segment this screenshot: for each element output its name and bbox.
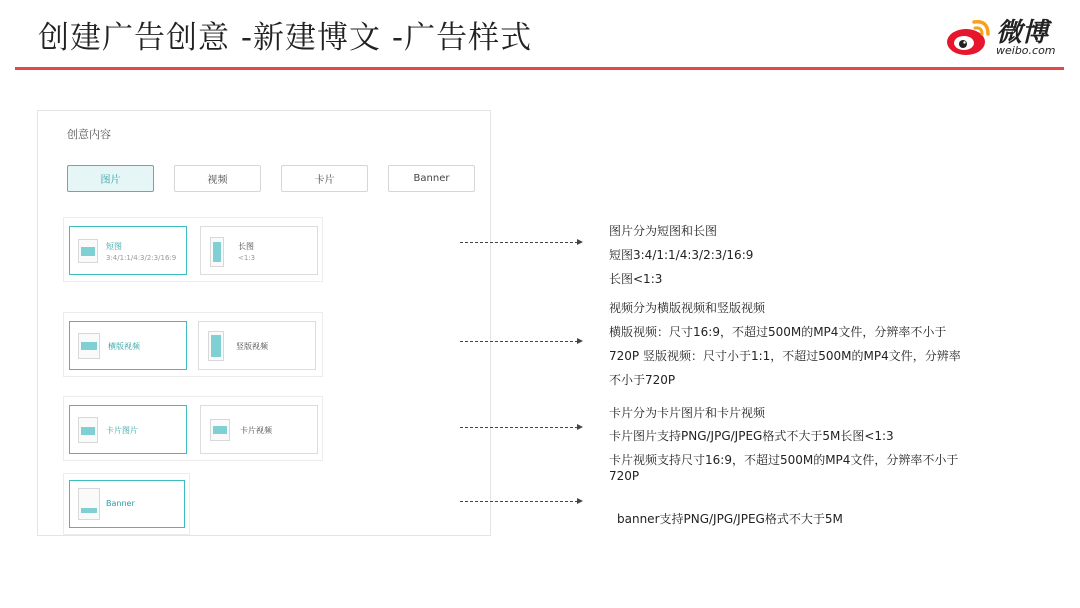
weibo-logo [944,12,1064,60]
short-image-label: 短图 [106,242,122,251]
weibo-eye-icon [944,14,994,60]
logo-text: 微博 [996,18,1049,48]
video-note-line: 横版视频：尺寸16:9，不超过500M的MP4文件，分辨率不小于 [609,325,947,339]
card-option-group [63,396,323,461]
card-note-line: 720P [609,469,640,483]
card-video-label: 卡片视频 [240,426,272,435]
banner-note-line: banner支持PNG/JPG/JPEG格式不大于5M [617,512,843,526]
banner-label: Banner [106,499,135,508]
long-image-thumb-icon [210,237,224,267]
tab-video[interactable]: 视频 [174,165,261,192]
page-title: 创建广告创意 -新建博文 -广告样式 [38,20,533,56]
long-image-label: 长图 [238,242,254,251]
arrow-banner [460,501,578,503]
card-notes [609,402,958,484]
vertical-video-label: 竖版视频 [236,342,268,351]
banner-option-group [63,473,190,535]
tab-card[interactable]: 卡片 [281,165,368,192]
image-note-line: 图片分为短图和长图 [609,224,718,238]
tab-banner[interactable]: Banner [388,165,475,192]
video-notes [609,296,961,392]
card-note-line: 卡片分为卡片图片和卡片视频 [609,406,766,420]
arrow-card [460,427,578,429]
video-note-line: 视频分为横版视频和竖版视频 [609,301,766,315]
video-note-line: 720P 竖版视频：尺寸小于1:1，不超过500M的MP4文件，分辨率 [609,349,961,363]
option-horizontal-video[interactable] [69,321,187,370]
banner-thumb-icon [78,488,100,520]
card-video-thumb-icon [210,419,230,441]
image-option-group [63,217,323,282]
image-note-line: 短图3:4/1:1/4:3/2:3/16:9 [609,248,754,262]
long-image-ratio: <1:3 [238,254,256,262]
header-divider [15,67,1064,70]
video-note-line: 不小于720P [609,373,676,387]
arrow-video [460,341,578,343]
image-notes [609,219,753,291]
option-banner[interactable] [69,480,185,528]
option-short-image[interactable] [69,226,187,275]
short-image-ratios: 3:4/1:1/4:3/2:3/16:9 [106,254,177,262]
option-long-image[interactable] [200,226,318,275]
banner-notes [617,507,843,531]
horizontal-video-label: 横版视频 [108,342,140,351]
short-image-thumb-icon [78,239,98,263]
logo-domain: weibo.com [996,44,1056,57]
panel-title: 创意内容 [67,128,111,141]
creative-content-panel [37,110,491,536]
tab-image[interactable]: 图片 [67,165,154,192]
option-card-image[interactable] [69,405,187,454]
video-option-group [63,312,323,377]
card-note-line: 卡片视频支持尺寸16:9，不超过500M的MP4文件，分辨率不小于 [609,453,959,467]
option-card-video[interactable] [200,405,318,454]
option-vertical-video[interactable] [198,321,316,370]
vertical-video-thumb-icon [208,331,224,361]
image-note-line: 长图<1:3 [609,272,663,286]
card-image-label: 卡片图片 [106,426,138,435]
arrow-image [460,242,578,244]
card-note-line: 卡片图片支持PNG/JPG/JPEG格式不大于5M长图<1:3 [609,429,894,443]
horizontal-video-thumb-icon [78,333,100,359]
card-image-thumb-icon [78,417,98,443]
